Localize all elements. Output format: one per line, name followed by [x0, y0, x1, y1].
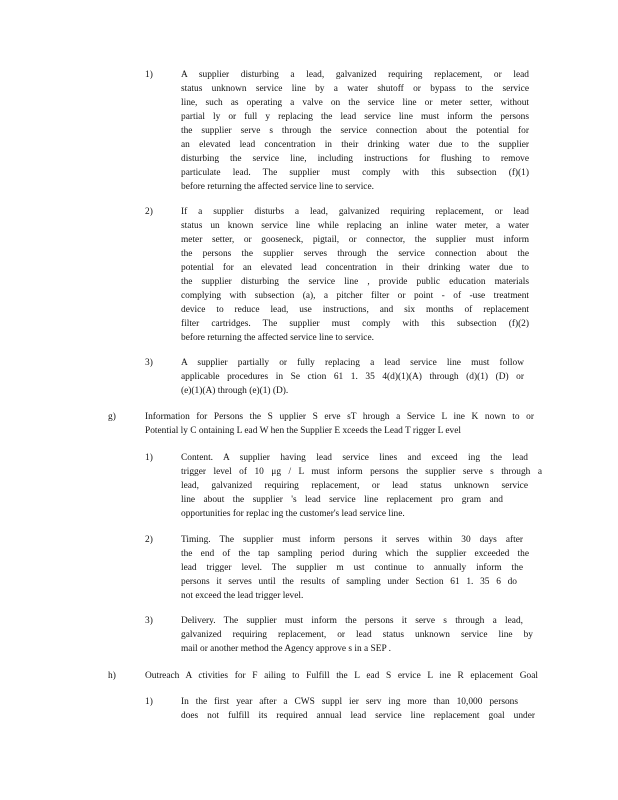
- text-line: the end of the tap sampling period during which the supplier exceeded the: [181, 549, 529, 559]
- text-line: A supplier partially or fully replacing a lead service line must follow: [181, 358, 524, 368]
- paragraph-g1: [181, 451, 542, 521]
- text-line: meter setter, or gooseneck, pigtail, or connector, the supplier must inform: [181, 235, 529, 245]
- text-line: (e)(1)(A) through (e)(1) (D).: [181, 386, 289, 396]
- text-line: before returning the affected service line to service.: [181, 182, 374, 192]
- item-number: 1): [145, 453, 153, 463]
- section-letter: h): [108, 671, 116, 681]
- paragraph-g3: [181, 614, 533, 656]
- section-g-heading: [145, 410, 534, 438]
- paragraph-f1: [181, 68, 529, 194]
- text-line: disturbing the service line, including instructions for flushing to remove: [181, 154, 529, 164]
- text-line: persons it serves until the results of sampling under Section 61 1. 35 6 do: [181, 577, 517, 587]
- text-line: If a supplier disturbs a lead, galvanized requiring replacement, or lead: [181, 207, 529, 217]
- item-number: 1): [145, 70, 153, 80]
- text-line: lead trigger level. The supplier m ust continue to annually inform the: [181, 563, 523, 573]
- text-line: galvanized requiring replacement, or lead status unknown service line by: [181, 630, 533, 640]
- item-number: 2): [145, 207, 153, 217]
- item-number: 2): [145, 535, 153, 545]
- text-line: the supplier serve s through the service connection about the potential for: [181, 126, 529, 136]
- paragraph-f2: [181, 205, 529, 345]
- text-line: lead, galvanized requiring replacement, or lead status unknown service: [181, 481, 528, 491]
- text-line: before returning the affected service line to service.: [181, 333, 374, 343]
- text-line: does not fulfill its required annual lead service line replacement goal under: [181, 711, 535, 721]
- text-line: partial ly or full y replacing the lead service line must inform the persons: [181, 112, 529, 122]
- section-h-heading: [145, 669, 538, 683]
- text-line: potential for an elevated lead concentration in their drinking water due to: [181, 263, 529, 273]
- item-number: 3): [145, 616, 153, 626]
- text-line: particulate lead. The supplier must comply with this subsection (f)(1): [181, 168, 529, 178]
- text-line: status unknown service line by a water shutoff or bypass to the service: [181, 84, 529, 94]
- text-line: Delivery. The supplier must inform the persons it serve s through a lead,: [181, 616, 523, 626]
- text-line: not exceed the lead trigger level.: [181, 591, 304, 601]
- text-line: complying with subsection (a), a pitcher filter or point - of -use treatment: [181, 291, 529, 301]
- text-line: an elevated lead concentration in their drinking water due to the supplier: [181, 140, 529, 150]
- text-line: line about the supplier 's lead service line replacement pro gram and: [181, 495, 503, 505]
- text-line: A supplier disturbing a lead, galvanized requiring replacement, or lead: [181, 70, 529, 80]
- item-number: 3): [145, 358, 153, 368]
- section-letter: g): [108, 412, 116, 422]
- text-line: Timing. The supplier must inform persons it serves within 30 days after: [181, 535, 523, 545]
- text-line: Content. A supplier having lead service lines and exceed ing the lead: [181, 453, 528, 463]
- text-line: the persons the supplier serves through the service connection about the: [181, 249, 529, 259]
- paragraph-g2: [181, 533, 529, 603]
- text-line: applicable procedures in Se ction 61 1. 35 4(d)(1)(A) through (d)(1) (D) or: [181, 372, 524, 382]
- text-line: opportunities for replac ing the customer's lead service line.: [181, 509, 405, 519]
- text-line: In the first year after a CWS suppl ier serv ing more than 10,000 persons: [181, 697, 518, 707]
- text-line: Outreach A ctivities for F ailing to Fulfill the L ead S ervice L ine R eplacement Goal: [145, 671, 538, 681]
- item-number: 1): [145, 697, 153, 707]
- text-line: Potential ly C ontaining L ead W hen the Supplier E xceeds the Lead T rigger L evel: [145, 426, 461, 436]
- text-line: the supplier disturbing the service line , provide public education materials: [181, 277, 529, 287]
- text-line: filter cartridges. The supplier must comply with this subsection (f)(2): [181, 319, 529, 329]
- text-line: Information for Persons the S upplier S erve sT hrough a Service L ine K nown to or: [145, 412, 534, 422]
- text-line: trigger level of 10 μg / L must inform persons the supplier serve s through a: [181, 467, 542, 477]
- text-line: mail or another method the Agency approve s in a SEP .: [181, 644, 392, 654]
- text-line: status un known service line while replacing an inline water meter, a water: [181, 221, 529, 231]
- paragraph-h1: [181, 695, 535, 723]
- text-line: device to reduce lead, use instructions, and six months of replacement: [181, 305, 529, 315]
- text-line: line, such as operating a valve on the service line or meter setter, without: [181, 98, 529, 108]
- paragraph-f3: [181, 356, 524, 398]
